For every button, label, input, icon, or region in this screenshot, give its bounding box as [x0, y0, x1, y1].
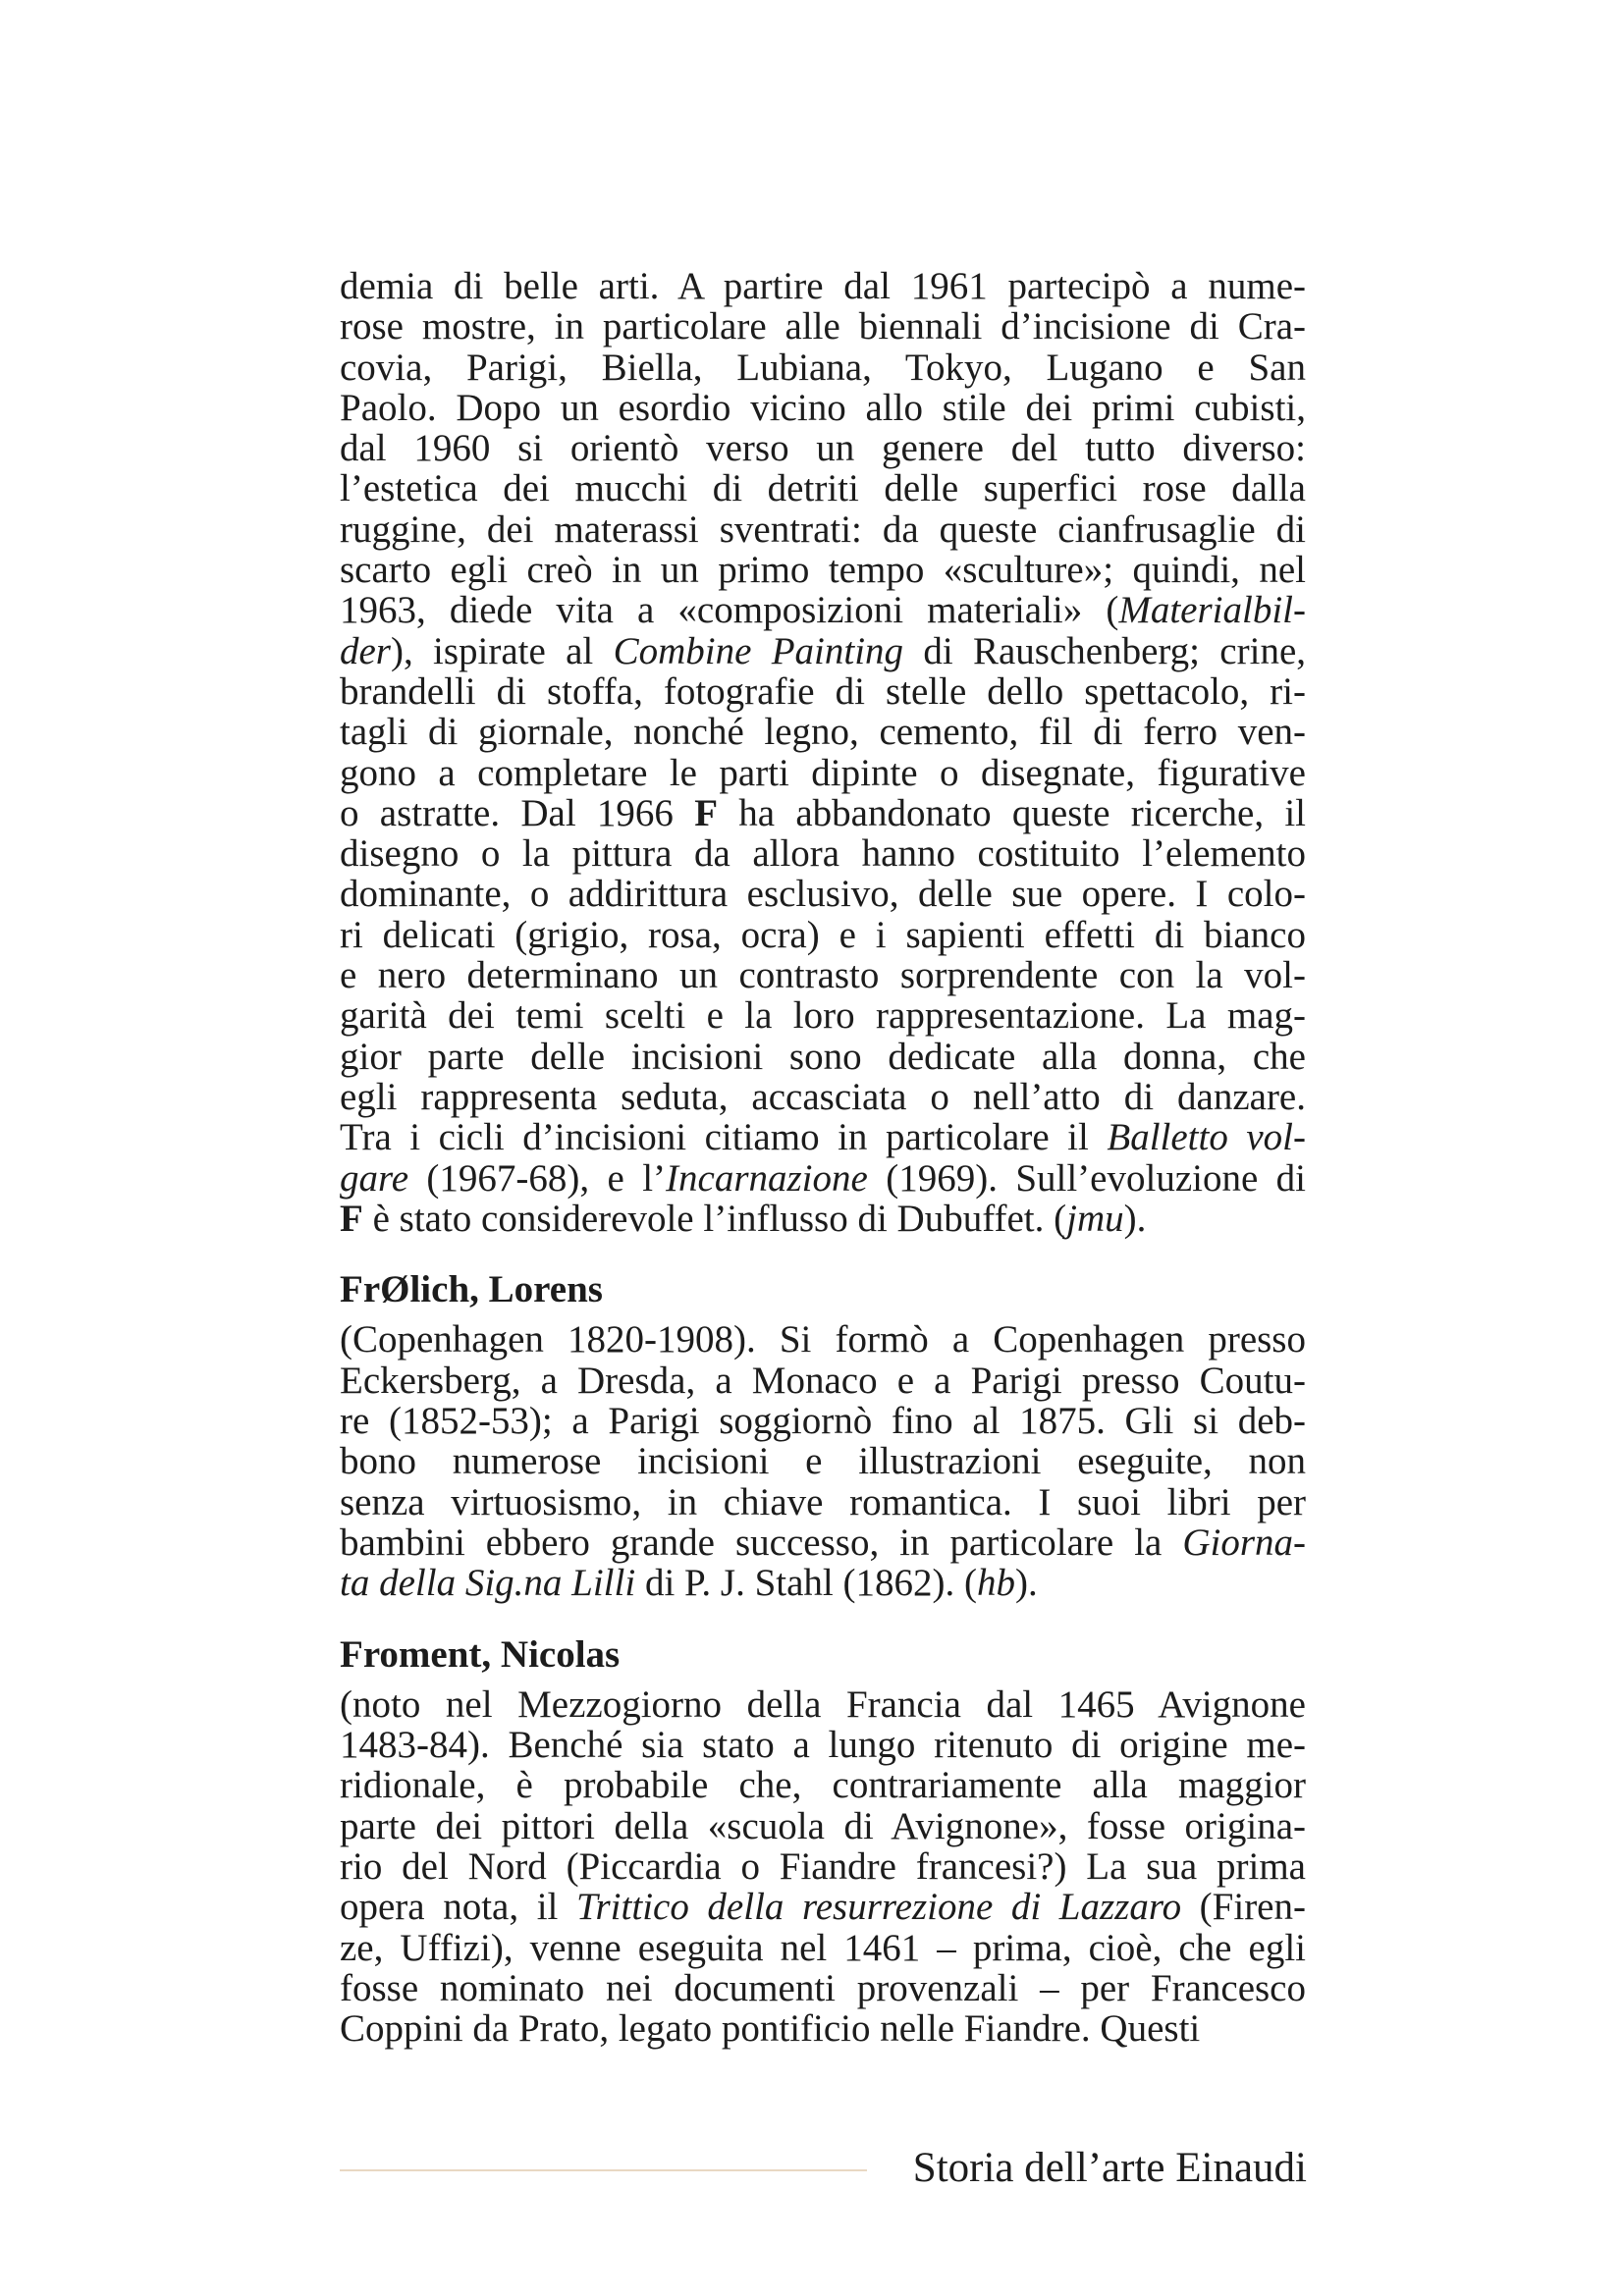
text-run: scarto egli creò in un primo tempo «sculture»; quindi, nel — [340, 549, 1306, 592]
text-run: brandelli di stoffa, fotografie di stelle dello spettacolo, ri- — [340, 669, 1306, 713]
italic-run: Giorna- — [1182, 1521, 1306, 1564]
text-line — [340, 388, 1306, 428]
text-line — [340, 1361, 1306, 1401]
text-run: (1969). Sull’evoluzione di — [867, 1156, 1306, 1200]
text-run: gior parte delle incisioni sono dedicate alla donna, che — [340, 1035, 1306, 1078]
text-line — [340, 1199, 1306, 1239]
italic-run: Materialbil- — [1118, 589, 1306, 632]
text-line — [340, 1846, 1306, 1887]
text-run: ridionale, è probabile che, contrariamente alla maggior — [340, 1764, 1306, 1807]
italic-run: der — [340, 629, 391, 672]
text-run: covia, Parigi, Biella, Lubiana, Tokyo, Lugano e San — [340, 346, 1306, 389]
text-run: è stato considerevole l’influsso di Dubuffet. ( — [362, 1197, 1067, 1240]
text-run: dominante, o addirittura esclusivo, delle sue opere. I colo- — [340, 873, 1306, 916]
text-run: Eckersberg, a Dresda, a Monaco e a Parigi presso Coutu- — [340, 1359, 1306, 1402]
text-run: senza virtuosismo, in chiave romantica. I suoi libri per — [340, 1480, 1306, 1523]
entry-heading: Froment, Nicolas — [340, 1632, 621, 1676]
text-run: Coppini da Prato, legato pontificio nelle Fiandre. Questi — [340, 2007, 1201, 2051]
text-line — [340, 266, 1306, 306]
text-line — [340, 1765, 1306, 1805]
text-line — [340, 1037, 1306, 1077]
text-run: parte dei pittori della «scuola di Avignone», fosse origina- — [340, 1804, 1306, 1847]
text-run: rose mostre, in particolare alle biennali d’incisione di Cra- — [340, 305, 1306, 348]
text-run: gono a completare le parti dipinte o disegnate, figurative — [340, 751, 1306, 794]
text-line — [340, 753, 1306, 793]
text-run: dal 1960 si orientò verso un genere del tutto diverso: — [340, 427, 1306, 470]
text-line — [340, 915, 1306, 955]
text-line — [340, 995, 1306, 1036]
text-run: opera nota, il — [340, 1886, 576, 1929]
text-line — [340, 590, 1306, 630]
italic-run: Incarnazione — [666, 1156, 868, 1200]
text-line — [340, 1684, 1306, 1725]
text-line — [340, 1482, 1306, 1522]
text-line — [340, 793, 1306, 833]
text-run: ruggine, dei materassi sventrati: da queste cianfrusaglie di — [340, 507, 1306, 551]
text-run: bambini ebbero grande successo, in particolare la — [340, 1521, 1183, 1564]
text-line — [340, 712, 1306, 752]
text-line — [340, 550, 1306, 590]
text-run: disegno o la pittura da allora hanno costituito l’elemento — [340, 832, 1306, 876]
text-line — [340, 1968, 1306, 2008]
text-line — [340, 955, 1306, 995]
text-line — [340, 1522, 1306, 1563]
text-run: ha abbandonato queste ricerche, il — [718, 791, 1306, 834]
text-run: rio del Nord (Piccardia o Fiandre francesi?) La sua prima — [340, 1844, 1306, 1888]
text-run: egli rappresenta seduta, accasciata o nell’atto di danzare. — [340, 1075, 1306, 1118]
text-run: (Firen- — [1181, 1886, 1306, 1929]
text-run: garità dei temi scelti e la loro rappresentazione. La mag- — [340, 994, 1306, 1038]
text-run: re (1852-53); a Parigi soggiornò fino al 1875. Gli si deb- — [340, 1400, 1306, 1443]
italic-run: jmu — [1066, 1197, 1124, 1240]
italic-run: Combine Painting — [613, 629, 904, 672]
text-line — [340, 1319, 1306, 1360]
text-run: di P. J. Stahl (1862). ( — [635, 1562, 977, 1605]
text-line — [340, 1563, 1306, 1603]
text-run: di Rauschenberg; crine, — [903, 629, 1306, 672]
italic-run: gare — [340, 1156, 409, 1200]
text-run: ). — [1014, 1562, 1038, 1605]
text-line — [340, 671, 1306, 712]
text-line — [340, 1077, 1306, 1117]
text-line — [340, 468, 1306, 508]
text-run: fosse nominato nei documenti provenzali – per Francesco — [340, 1966, 1306, 2009]
text-line — [340, 1725, 1306, 1765]
bold-run: F — [340, 1197, 363, 1240]
text-run: e nero determinano un contrasto sorprendente con la vol- — [340, 954, 1306, 997]
text-line — [340, 347, 1306, 388]
text-line — [340, 1117, 1306, 1157]
text-line — [340, 1158, 1306, 1199]
text-run: ), ispirate al — [391, 629, 614, 672]
italic-run: Balletto vol- — [1107, 1116, 1307, 1159]
text-line — [340, 306, 1306, 347]
text-run: bono numerose incisioni e illustrazioni eseguite, non — [340, 1440, 1306, 1483]
bold-run: F — [694, 791, 719, 834]
text-run: l’estetica dei mucchi di detriti delle superfici rose dalla — [340, 467, 1306, 510]
italic-run: Trittico della resurrezione di Lazzaro — [575, 1886, 1182, 1929]
italic-run: ta della Sig.na Lilli — [340, 1562, 636, 1605]
text-run: ze, Uffizi), venne eseguita nel 1461 – prima, cioè, che egli — [340, 1926, 1306, 1969]
text-run: (Copenhagen 1820-1908). Si formò a Copenhagen presso — [340, 1318, 1306, 1362]
text-run: tagli di giornale, nonché legno, cemento, fil di ferro ven- — [340, 711, 1306, 754]
text-run: 1483-84). Benché sia stato a lungo ritenuto di origine me- — [340, 1724, 1306, 1767]
text-line — [340, 2008, 1306, 2049]
text-line — [340, 874, 1306, 914]
text-line — [340, 1441, 1306, 1481]
text-line — [340, 509, 1306, 550]
text-column — [340, 266, 1306, 2049]
footer-rule — [340, 2169, 867, 2171]
text-run: (noto nel Mezzogiorno della Francia dal 1465 Avignone — [340, 1682, 1306, 1726]
text-line — [340, 428, 1306, 468]
text-run: demia di belle arti. A partire dal 1961 partecipò a nume- — [340, 265, 1306, 307]
text-line — [340, 631, 1306, 671]
text-run: Tra i cicli d’incisioni citiamo in particolare il — [340, 1116, 1108, 1159]
italic-run: hb — [976, 1562, 1015, 1605]
text-run: 1963, diede vita a «composizioni materiali» ( — [340, 589, 1119, 632]
text-run: Paolo. Dopo un esordio vicino allo stile dei primi cubisti, — [340, 386, 1306, 429]
text-line — [340, 1401, 1306, 1441]
text-line — [340, 1928, 1306, 1968]
text-run: ). — [1123, 1197, 1147, 1240]
entry-heading: FrØlich, Lorens — [340, 1268, 603, 1311]
text-line — [340, 833, 1306, 874]
text-run: (1967-68), e l’ — [408, 1156, 667, 1200]
entry-gap — [340, 1239, 1306, 1269]
text-run: o astratte. Dal 1966 — [340, 791, 695, 834]
entry-gap — [340, 1604, 1306, 1634]
text-line — [340, 1806, 1306, 1846]
footer-label: Storia dell’arte Einaudi — [912, 2145, 1307, 2191]
text-line — [340, 1887, 1306, 1927]
text-run: ri delicati (grigio, rosa, ocra) e i sapienti effetti di bianco — [340, 913, 1306, 956]
